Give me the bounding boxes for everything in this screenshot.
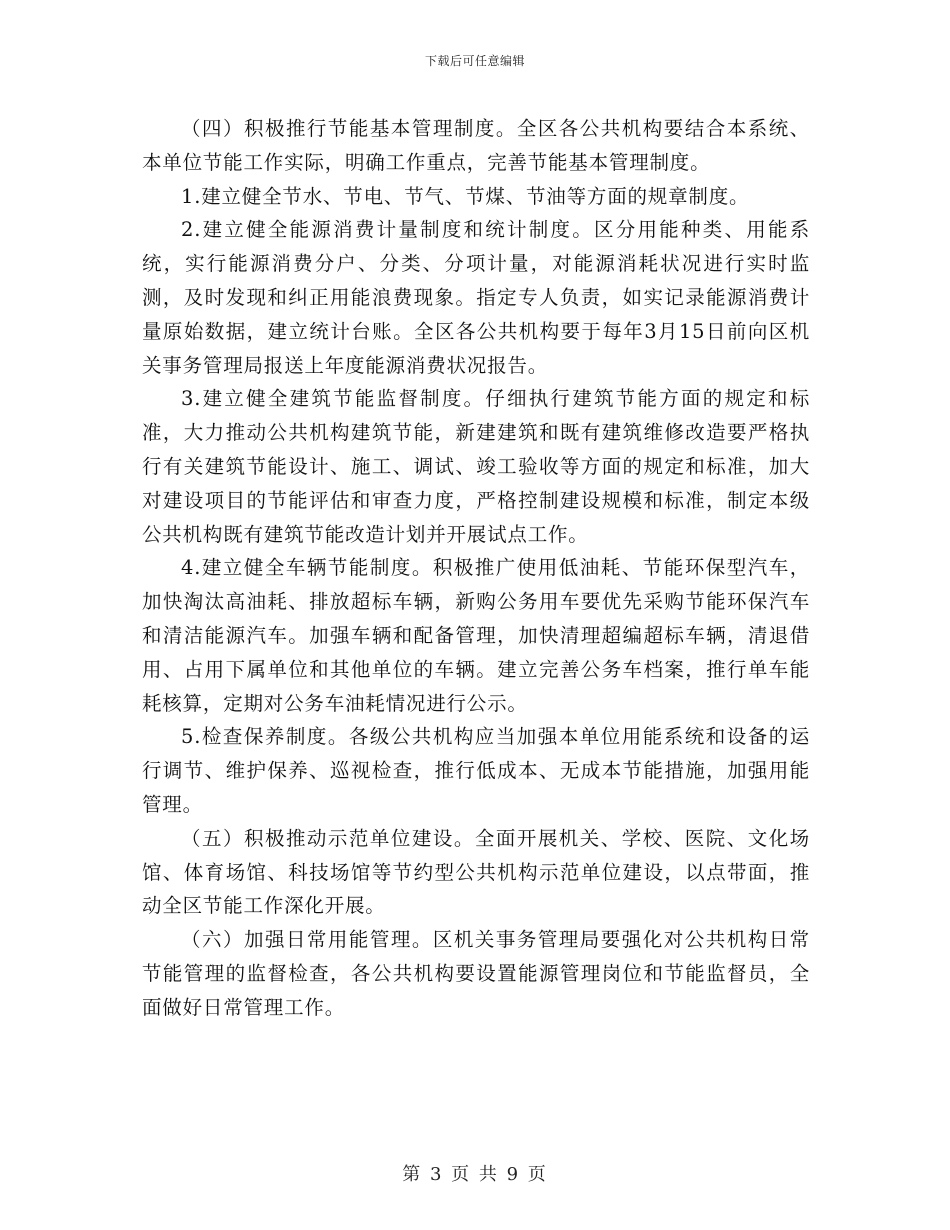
- section-four-paragraph: （四）积极推行节能基本管理制度。全区各公共机构要结合本系统、本单位节能工作实际，明确工作重点，完善节能基本管理制度。: [142, 117, 810, 174]
- item-2-paragraph: 2.建立健全能源消费计量制度和统计制度。区分用能种类、用能系统，实行能源消费分户、分类、分项计量，对能源消耗状况进行实时监测，及时发现和纠正用能浪费现象。指定专人负责，如实记录能源消费计量原始数据，建立统计台账。全区各公共机构要于每年3月15日前向区机关事务管理局报送上年度能源消费状况报告。: [142, 218, 810, 377]
- section-five-paragraph: （五）积极推动示范单位建设。全面开展机关、学校、医院、文化场馆、体育场馆、科技场馆等节约型公共机构示范单位建设，以点带面，推动全区节能工作深化开展。: [142, 826, 810, 918]
- item-5-paragraph: 5.检查保养制度。各级公共机构应当加强本单位用能系统和设备的运行调节、维护保养、巡视检查，推行低成本、无成本节能措施，加强用能管理。: [142, 725, 810, 816]
- item-4-paragraph: 4.建立健全车辆节能制度。积极推广使用低油耗、节能环保型汽车，加快淘汰高油耗、排放超标车辆，新购公务用车要优先采购节能环保汽车和清洁能源汽车。加强车辆和配备管理，加快清理超编超标车辆，清退借用、占用下属单位和其他单位的车辆。建立完善公务车档案，推行单车能耗核算，定期对公务车油耗情况进行公示。: [142, 556, 810, 715]
- item-3-paragraph: 3.建立健全建筑节能监督制度。仔细执行建筑节能方面的规定和标准，大力推动公共机构建筑节能，新建建筑和既有建筑维修改造要严格执行有关建筑节能设计、施工、调试、竣工验收等方面的规定和标准，加大对建设项目的节能评估和审查力度，严格控制建设规模和标准，制定本级公共机构既有建筑节能改造计划并开展试点工作。: [142, 387, 810, 546]
- page-number-footer: 第 3 页 共 9 页: [402, 1164, 548, 1185]
- item-1-paragraph: 1.建立健全节水、节电、节气、节煤、节油等方面的规章制度。: [181, 184, 750, 208]
- section-six-paragraph: （六）加强日常用能管理。区机关事务管理局要强化对公共机构日常节能管理的监督检查，各公共机构要设置能源管理岗位和节能监督员，全面做好日常管理工作。: [142, 928, 810, 1019]
- document-body: [142, 112, 810, 1025]
- page-header: 下载后可任意编辑: [424, 54, 525, 68]
